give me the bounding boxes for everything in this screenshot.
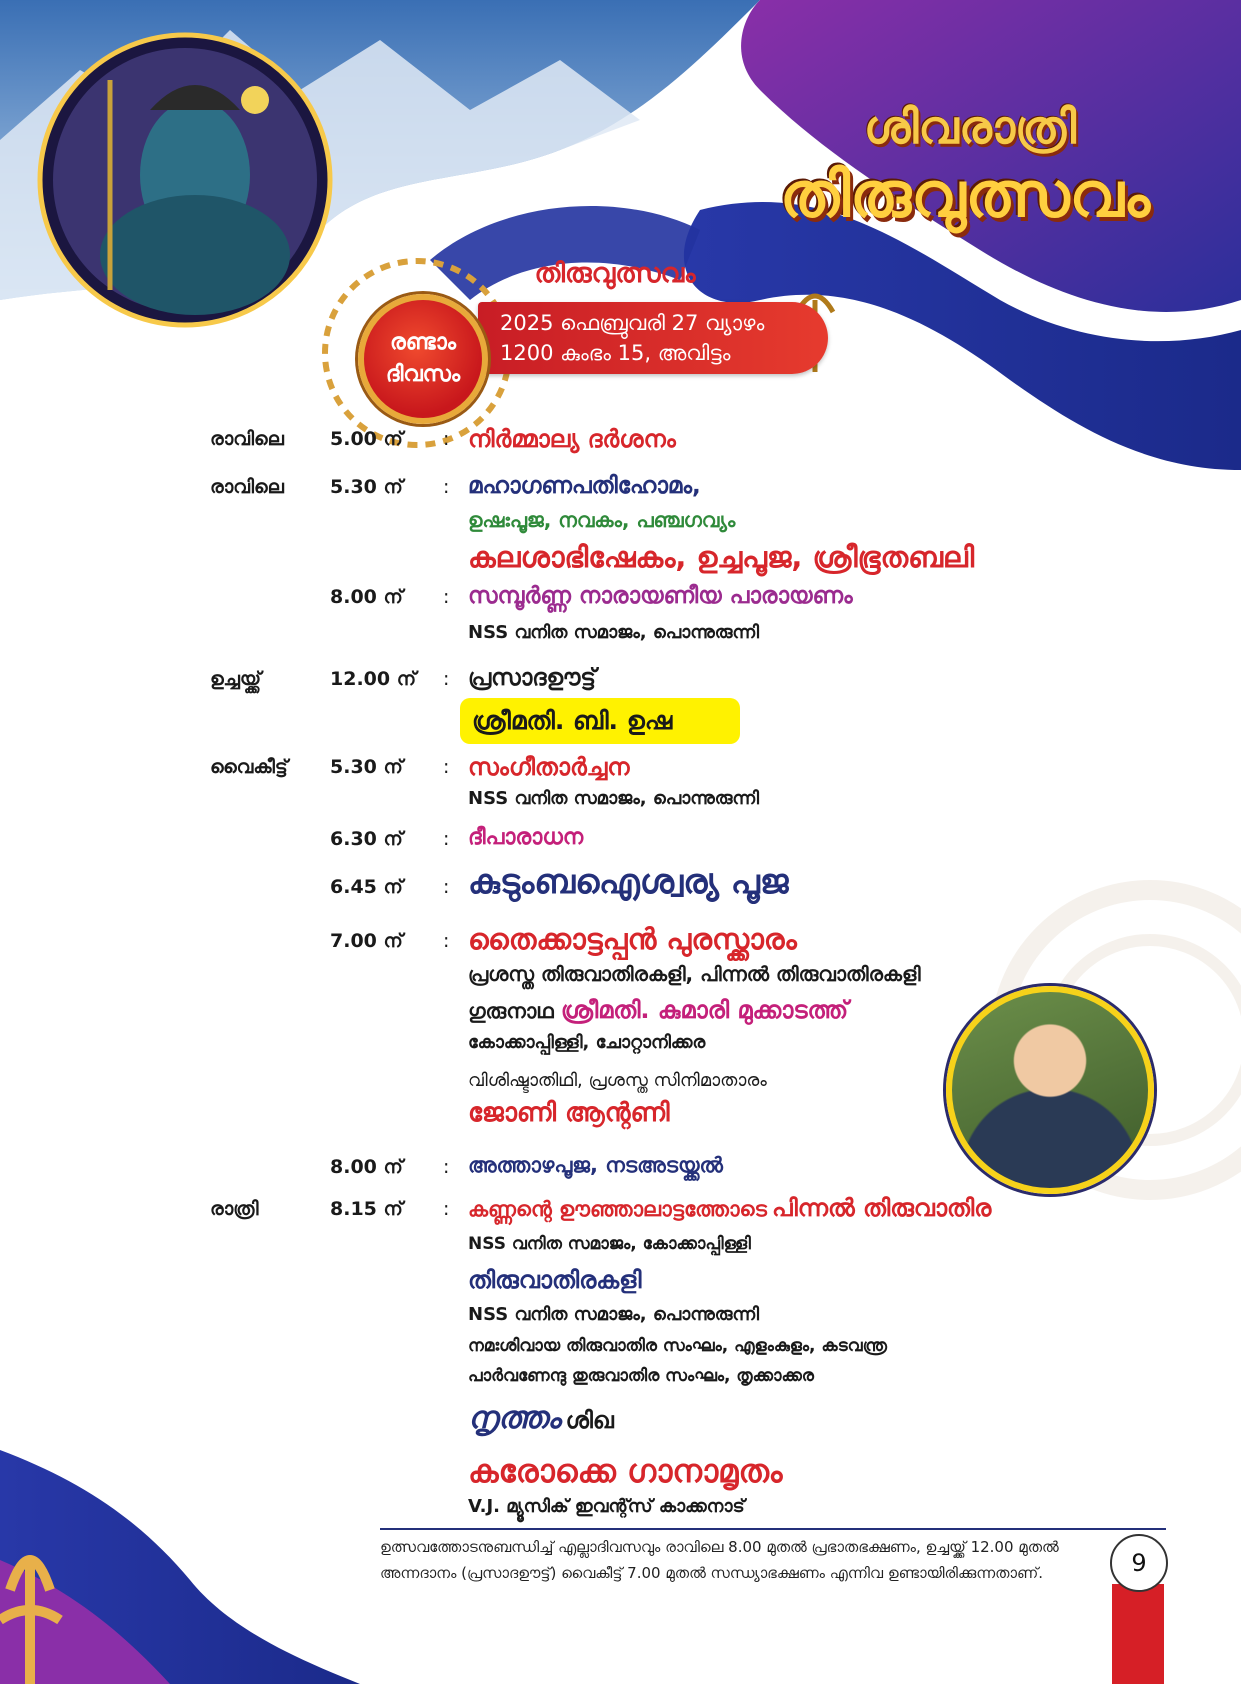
separator: : xyxy=(443,428,450,450)
separator: : xyxy=(443,930,450,952)
event-performer: NSS വനിത സമാജം, പൊന്നുരുന്നി xyxy=(468,1304,760,1325)
chief-guest-label: വിശിഷ്ടാതിഥി, പ്രശസ്ത സിനിമാതാരം xyxy=(468,1070,767,1091)
date-banner xyxy=(478,302,828,374)
event-title: നിർമ്മാല്യ ദർശനം xyxy=(468,425,676,453)
event-title: കുടുംബഐശ്വര്യ പൂജ xyxy=(468,862,789,902)
event-title: അത്താഴപൂജ, നടഅടയ്ക്കൽ xyxy=(468,1153,723,1177)
date-line-1: 2025 ഫെബ്രുവരി 27 വ്യാഴം xyxy=(500,311,765,335)
time-label: 5.30 ന് xyxy=(330,756,403,778)
time-label: 5.30 ന് xyxy=(330,476,403,498)
event-performer: പാർവണേന്ദു തുരുവാതിര സംഘം, തൃക്കാക്കര xyxy=(468,1366,814,1386)
chief-guest-photo xyxy=(946,986,1154,1194)
period-label: രാവിലെ xyxy=(210,428,284,450)
event-subtitle: ഉഷഃപൂജ, നവകം, പഞ്ചഗവ്യം xyxy=(468,508,736,532)
time-label: 7.00 ന് xyxy=(330,930,403,952)
guru-prefix: ഗുരുനാഥ xyxy=(468,999,554,1023)
period-label: രാത്രി xyxy=(210,1198,259,1220)
separator: : xyxy=(443,476,450,498)
day-medal xyxy=(358,294,488,424)
period-label: ഉച്ചയ്ക്ക് xyxy=(210,668,262,690)
event-title-part: പിന്നൽ തിരുവാതിര xyxy=(771,1194,992,1222)
event-performer: NSS വനിത സമാജം, പൊന്നുരുന്നി xyxy=(468,788,760,809)
event-subtitle: കലശാഭിഷേകം, ഉച്ചപൂജ, ശ്രീഭൂതബലി xyxy=(468,540,975,574)
time-label: 6.30 ന് xyxy=(330,828,403,850)
day-medal-line2: ദിവസം xyxy=(385,362,461,387)
chief-guest-name: ജോണി ആന്റണി xyxy=(468,1098,670,1128)
day-title: തിരുവുത്സവം xyxy=(534,258,696,289)
date-line-2: 1200 കുംഭം 15, അവിട്ടം xyxy=(500,341,731,365)
dance-line xyxy=(468,1400,614,1437)
separator: : xyxy=(443,828,450,850)
time-label: 8.00 ന് xyxy=(330,586,403,608)
time-label: 12.00 ന് xyxy=(330,668,417,690)
dance-title: നൃത്തം xyxy=(468,1400,561,1436)
festival-title-line2: തിരുവുത്സവം xyxy=(780,158,1150,231)
period-label: രാവിലെ xyxy=(210,476,284,498)
event-title: സമ്പൂർണ്ണ നാരായണീയ പാരായണം xyxy=(468,583,853,609)
separator: : xyxy=(443,668,450,690)
time-label: 8.15 ന് xyxy=(330,1198,403,1220)
event-title: സംഗീതാർച്ചന xyxy=(468,753,630,781)
separator: : xyxy=(443,586,450,608)
day-medal-line1: രണ്ടാം xyxy=(390,330,456,355)
event-title: ദീപാരാധന xyxy=(468,825,584,850)
sponsor-name: ശ്രീമതി. ബി. ഉഷ xyxy=(472,706,673,735)
guru-location: കോക്കാപ്പിള്ളി, ചോറ്റാനിക്കര xyxy=(468,1032,706,1053)
event-performer: V.J. മ്യൂസിക് ഇവന്റ്സ് കാക്കനാട് xyxy=(468,1496,745,1517)
time-label: 8.00 ന് xyxy=(330,1156,403,1178)
page-number: 9 xyxy=(1110,1534,1168,1592)
guru-line xyxy=(468,996,848,1024)
separator: : xyxy=(443,756,450,778)
separator: : xyxy=(443,1198,450,1220)
period-label: വൈകീട്ട് xyxy=(210,756,288,778)
sponsor-highlight xyxy=(460,698,740,744)
event-title-part: കണ്ണന്റെ ഊഞ്ഞാലാട്ടത്തോടെ xyxy=(468,1197,767,1221)
event-title: കരോക്കെ ഗാനാമൃതം xyxy=(468,1452,783,1490)
event-performer: NSS വനിത സമാജം, കോക്കാപ്പിള്ളി xyxy=(468,1234,751,1254)
footer-note-line2: അന്നദാനം (പ്രസാദഊട്ട്) വൈകീട്ട് 7.00 മുതൽ സന്ധ്യാഭക്ഷണം എന്നിവ ഉണ്ടായിരിക്കുന്നതാണ്. xyxy=(380,1564,1044,1582)
separator: : xyxy=(443,1156,450,1178)
event-title: തിരുവാതിരകളി xyxy=(468,1266,642,1294)
event-title: തൈക്കാട്ടപ്പൻ പുരസ്ക്കാരം xyxy=(468,922,797,956)
event-title: മഹാഗണപതിഹോമം, xyxy=(468,473,701,499)
footer-note-line1: ഉത്സവത്തോടനുബന്ധിച്ച് എല്ലാദിവസവും രാവിലെ 8.00 മുതൽ പ്രഭാതഭക്ഷണം, ഉച്ചയ്ക്ക് 12.00 മുതൽ xyxy=(380,1538,1059,1556)
event-subtitle: പ്രശസ്ത തിരുവാതിരകളി, പിന്നൽ തിരുവാതിരകളി xyxy=(468,962,921,986)
time-label: 5.00 ന് xyxy=(330,428,403,450)
event-title xyxy=(468,1194,991,1222)
guru-name: ശ്രീമതി. കുമാരി മുക്കാടത്ത് xyxy=(560,996,849,1024)
event-title: പ്രസാദഊട്ട് xyxy=(468,665,596,691)
event-performer: നമഃശിവായ തിരുവാതിര സംഘം, എളംകുളം, കടവന്ത്ര xyxy=(468,1336,887,1356)
time-label: 6.45 ന് xyxy=(330,876,403,898)
separator: : xyxy=(443,876,450,898)
dance-group: ശിഖ xyxy=(565,1408,614,1434)
footer-divider xyxy=(380,1528,1166,1530)
event-performer: NSS വനിത സമാജം, പൊന്നുരുന്നി xyxy=(468,622,760,643)
festival-title-line1: ശിവരാത്രി xyxy=(863,100,1077,154)
page-tab xyxy=(1112,1584,1164,1684)
